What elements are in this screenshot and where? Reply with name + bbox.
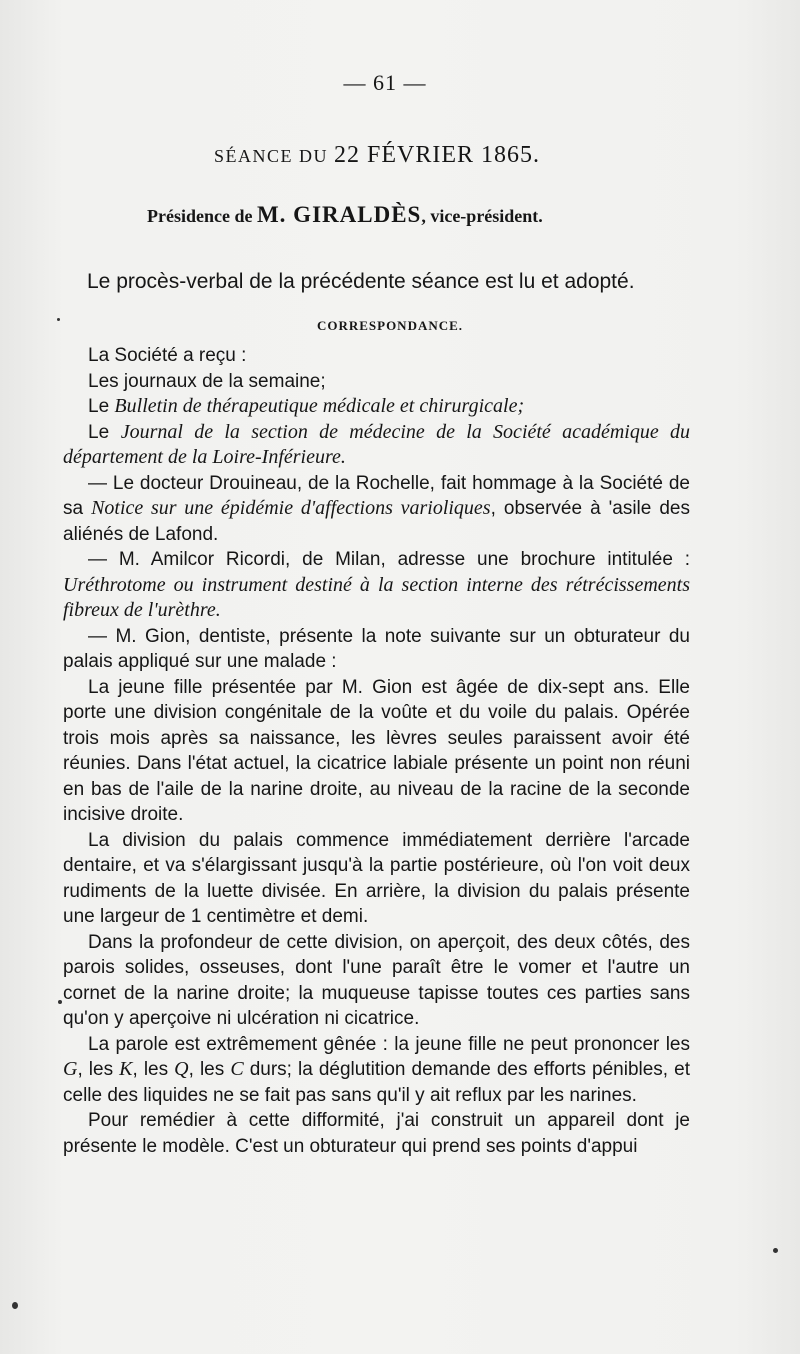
italic-letter: C xyxy=(230,1058,244,1080)
italic-letter: Q xyxy=(174,1058,189,1080)
paragraph xyxy=(63,1032,690,1109)
body-text xyxy=(63,343,690,1159)
text-span: , observée à 'asile des aliénés de Lafond. xyxy=(63,498,690,545)
italic-title: Bulletin de thérapeutique médicale et chirurgicale; xyxy=(114,395,525,417)
paragraph xyxy=(63,471,690,548)
ink-speck xyxy=(57,318,60,321)
text-span: Le xyxy=(88,396,115,417)
text-span: La jeune fille présentée par M. Gion est âgée de dix-sept ans. Elle porte une division congénitale de la voûte et du voile du palais. Opérée trois mois après sa naissance, les lèvres seules paraissent avoir été réunies. Dans l'état actuel, la cicatrice labiale présente un point non réuni en bas de l'aile de la narine droite, au niveau de la racine de la seconde incisive droite. xyxy=(63,676,690,825)
page-number: — 61 — xyxy=(343,70,427,95)
text-span: La parole est extrêmement gênée : la jeune fille ne peut prononcer les xyxy=(88,1033,690,1055)
section-heading-correspondance: CORRESPONDANCE. xyxy=(316,318,464,333)
italic-title: Uréthrotome ou instrument destiné à la section interne des rétrécissements fibreux de l'urèthre. xyxy=(63,573,690,621)
text-span: durs; la déglutition demande des efforts pénibles, et celle des liquides ne se fait pas sans qu'il y ait reflux par les narines. xyxy=(63,1059,690,1106)
ink-speck xyxy=(58,1000,62,1004)
minutes-statement: Le procès-verbal de la précédente séance est lu et adopté. xyxy=(87,270,635,293)
president-name: M. GIRALDÈS xyxy=(256,202,422,227)
presidency-line xyxy=(147,202,543,228)
text-span: Le xyxy=(88,421,121,443)
paragraph xyxy=(63,624,690,675)
text-span: Dans la profondeur de cette division, on aperçoit, des deux côtés, des parois solides, osseuses, dont l'une paraît être le vomer et l'autre un cornet de la narine droite; la muqueuse tapisse toutes ces parties sans qu'on y aperçoive ni ulcération ni cicatrice. xyxy=(63,931,690,1029)
text-span: Pour remédier à cette difformité, j'ai construit un appareil dont je présente le modèle. C'est un obturateur qui prend ses points d'appui xyxy=(63,1110,690,1157)
paragraph xyxy=(63,828,690,930)
paragraph xyxy=(63,675,690,828)
text-span: — M. Gion, dentiste, présente la note suivante sur un obturateur du palais appliqué sur une malade : xyxy=(63,625,690,672)
paragraph xyxy=(63,930,690,1032)
paragraph xyxy=(63,369,690,395)
text-span: La Société a reçu : xyxy=(88,345,247,366)
text-span: — Le docteur Drouineau, de la Rochelle, fait hommage à la Société de sa xyxy=(63,472,690,519)
paragraph xyxy=(63,1108,690,1159)
presidency-suffix: , vice-président. xyxy=(421,206,543,226)
text-span: , les xyxy=(132,1059,175,1080)
italic-letter: K xyxy=(119,1058,133,1080)
session-heading xyxy=(214,142,540,169)
session-prefix: SÉANCE DU xyxy=(214,146,335,166)
paragraph xyxy=(63,343,690,369)
text-span: , les xyxy=(188,1059,231,1080)
text-span: , les xyxy=(77,1059,120,1080)
text-span: Les journaux de la semaine; xyxy=(88,370,326,392)
italic-title: Journal de la section de médecine de la Société académique du département de la Loire-Inférieure. xyxy=(63,420,690,468)
paragraph xyxy=(63,547,690,624)
ink-speck xyxy=(773,1248,778,1253)
presidency-prefix: Présidence de xyxy=(147,206,257,226)
italic-title: Notice sur une épidémie d'affections varioliques xyxy=(91,497,491,519)
session-date: 22 FÉVRIER 1865. xyxy=(334,142,541,168)
text-span: La division du palais commence immédiatement derrière l'arcade dentaire, et va s'élargissant jusqu'à la partie postérieure, où l'on voit deux rudiments de la luette divisée. En arrière, la division du palais présente une largeur de 1 centimètre et demi. xyxy=(63,829,690,927)
paragraph xyxy=(63,420,690,471)
ink-speck xyxy=(12,1302,18,1309)
text-span: — M. Amilcor Ricordi, de Milan, adresse une brochure intitulée : xyxy=(88,549,690,570)
paragraph xyxy=(63,394,690,420)
italic-letter: G xyxy=(63,1058,78,1080)
